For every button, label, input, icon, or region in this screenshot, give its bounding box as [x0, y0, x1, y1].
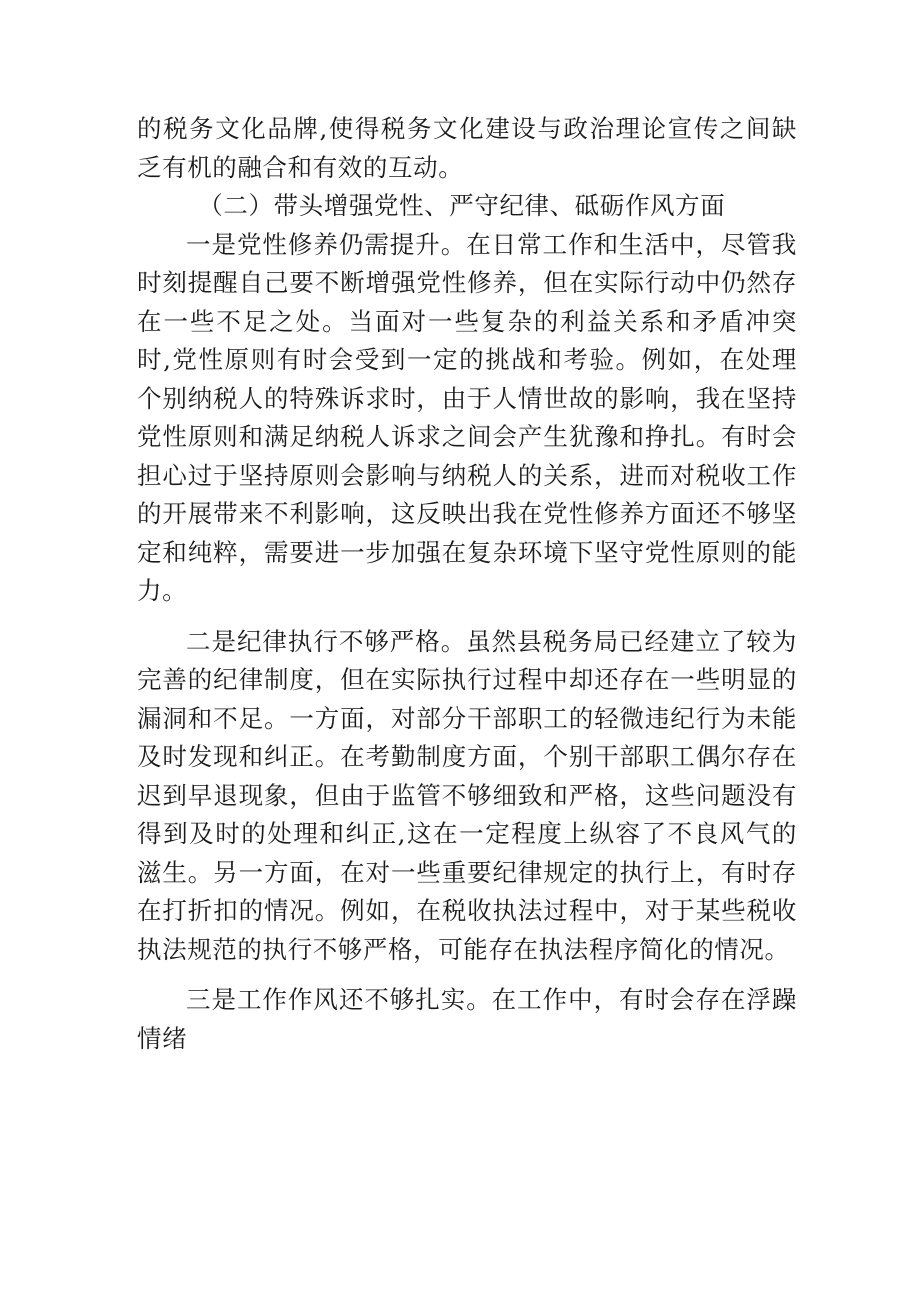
paragraph-party-spirit: 一是党性修养仍需提升。在日常工作和生活中，尽管我时刻提醒自己要不断增强党性修养，但在实际行动中仍然存在一些不足之处。当面对一些复杂的利益关系和矛盾冲突时,党性原则有时会受到一定的挑战和考验。例如，在处理个别纳税人的特殊诉求时，由于人情世故的影响，我在坚持党性原则和满足纳税人诉求之间会产生犹豫和挣扎。有时会担心过于坚持原则会影响与纳税人的关系，进而对税收工作的开展带来不利影响，这反映出我在党性修养方面还不够坚定和纯粹，需要进一步加强在复杂环境下坚守党性原则的能力。 — [137, 229, 797, 605]
document-body — [137, 110, 797, 1058]
section-heading: （二）带头增强党性、严守纪律、砥砺作风方面 — [198, 191, 726, 220]
paragraph-discipline: 二是纪律执行不够严格。虽然县税务局已经建立了较为完善的纪律制度，但在实际执行过程中却还存在一些明显的漏洞和不足。一方面，对部分干部职工的轻微违纪行为未能及时发现和纠正。在考勤制度方面，个别干部职工偶尔存在迟到早退现象，但由于监管不够细致和严格，这些问题没有得到及时的处理和纠正,这在一定程度上纵容了不良风气的滋生。另一方面，在对一些重要纪律规定的执行上，有时存在打折扣的情况。例如，在税收执法过程中，对于某些税收执法规范的执行不够严格，可能存在执法程序简化的情况。 — [137, 626, 797, 964]
paragraph-work-style: 三是工作作风还不够扎实。在工作中，有时会存在浮躁情绪 — [137, 985, 797, 1053]
paragraph-continuation: 的税务文化品牌,使得税务文化建设与政治理论宣传之间缺乏有机的融合和有效的互动。 — [137, 114, 797, 182]
